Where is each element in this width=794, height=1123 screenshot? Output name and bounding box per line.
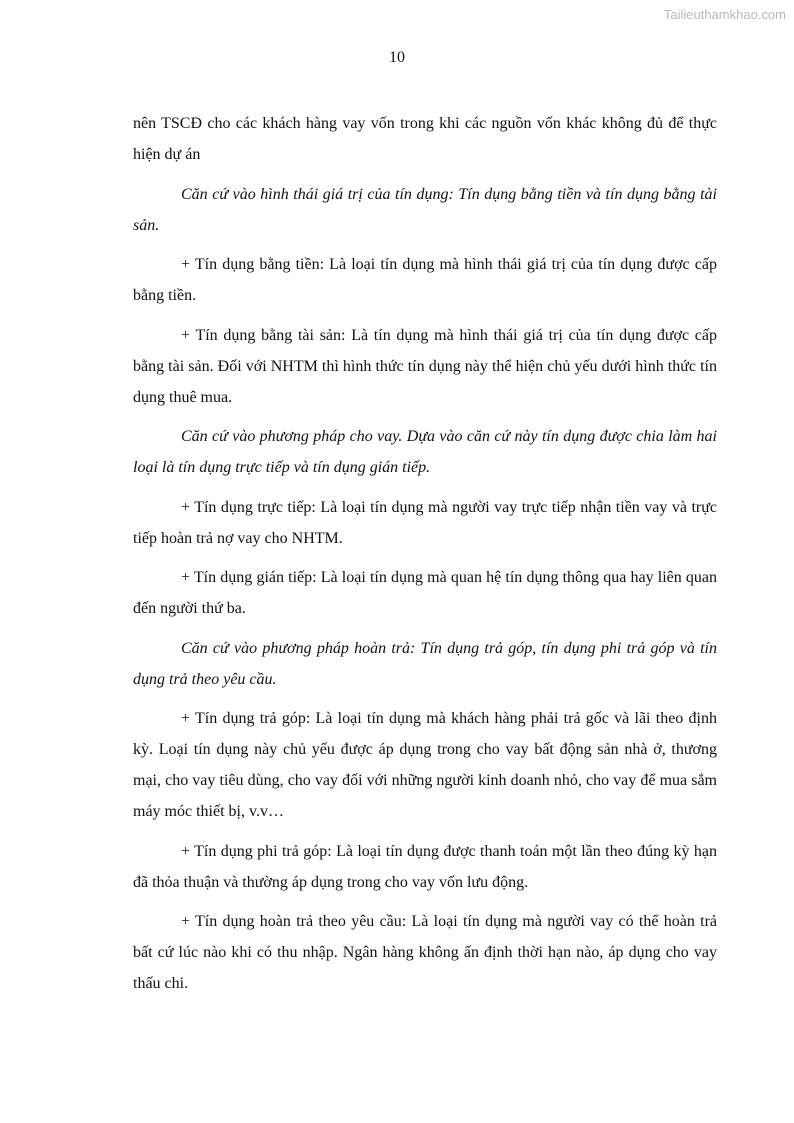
paragraph-on-demand-credit: + Tín dụng hoàn trả theo yêu cầu: Là loại tín dụng mà người vay có thể hoàn trả bất cứ lúc nào khi có thu nhập. Ngân hàng không ấn định thời hạn nào, áp dụng cho vay thấu chi. — [133, 913, 717, 992]
paragraph-installment-credit: + Tín dụng trả góp: Là loại tín dụng mà khách hàng phải trả gốc và lãi theo định kỳ. Loại tín dụng này chủ yếu được áp dụng trong cho vay bất động sản nhà ở, thương mại, cho vay tiêu dùng, cho vay đối với những người kinh doanh nhỏ, cho vay để mua sắm máy móc thiết bị, v.v… — [133, 710, 717, 820]
heading-by-lending-method: Căn cứ vào phương pháp cho vay. Dựa vào căn cứ này tín dụng được chia làm hai loại là tín dụng trực tiếp và tín dụng gián tiếp. — [133, 428, 717, 476]
watermark: Tailieuthamkhao.com — [663, 7, 786, 22]
paragraph-credit-in-assets: + Tín dụng bằng tài sản: Là tín dụng mà hình thái giá trị của tín dụng được cấp bằng tài sản. Đối với NHTM thì hình thức tín dụng này thể hiện chủ yếu dưới hình thức tín dụng thuê mua. — [133, 326, 717, 406]
heading-by-repayment-method: Căn cứ vào phương pháp hoàn trả: Tín dụng trả góp, tín dụng phi trả góp và tín dụng trả theo yêu cầu. — [133, 639, 717, 688]
paragraph-continuation: nên TSCĐ cho các khách hàng vay vốn trong khi các nguồn vốn khác không đủ để thực hiện dự án — [133, 115, 717, 163]
document-body — [133, 108, 717, 1008]
paragraph-non-installment-credit: + Tín dụng phi trả góp: Là loại tín dụng được thanh toán một lần theo đúng kỳ hạn đã thỏa thuận và thường áp dụng trong cho vay vốn lưu động. — [133, 842, 717, 891]
page-number: 10 — [389, 49, 405, 66]
paragraph-direct-credit: + Tín dụng trực tiếp: Là loại tín dụng mà người vay trực tiếp nhận tiền vay và trực tiếp hoàn trả nợ vay cho NHTM. — [133, 498, 717, 547]
paragraph-indirect-credit: + Tín dụng gián tiếp: Là loại tín dụng mà quan hệ tín dụng thông qua hay liên quan đến người thứ ba. — [133, 569, 717, 617]
paragraph-credit-in-money: + Tín dụng bằng tiền: Là loại tín dụng mà hình thái giá trị của tín dụng được cấp bằng tiền. — [133, 256, 717, 304]
heading-by-value-form: Căn cứ vào hình thái giá trị của tín dụng: Tín dụng bằng tiền và tín dụng bằng tài sản. — [133, 185, 717, 234]
